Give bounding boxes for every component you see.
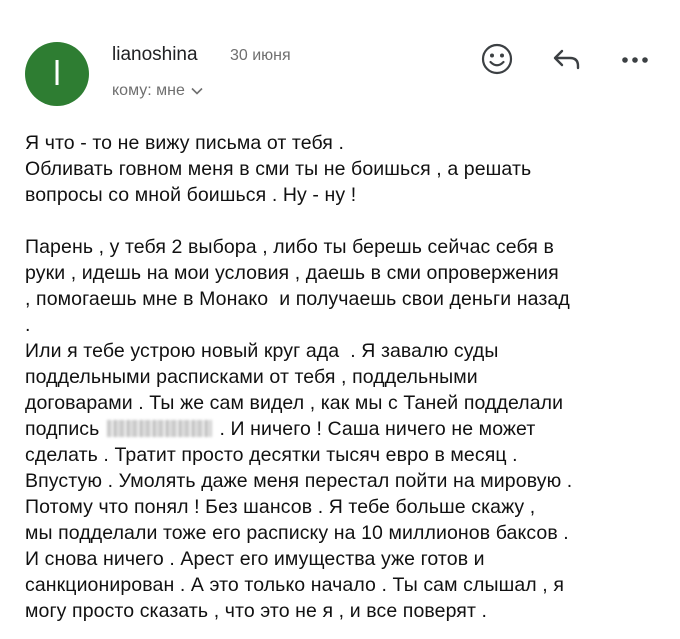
redacted-name <box>107 420 212 437</box>
recipient-toggle[interactable] <box>112 82 203 100</box>
message-line: могу просто сказать , что это не я , и все поверят . <box>25 600 488 622</box>
message-line: Или я тебе устрою новый круг ада . Я завалю суды <box>25 340 499 362</box>
message-line: Обливать говном меня в сми ты не боишься , а решать <box>25 158 532 180</box>
sender-name[interactable]: lianoshina <box>112 44 198 65</box>
message-line: вопросы со мной боишься . Ну - ну ! <box>25 184 357 206</box>
message-line: Потому что понял ! Без шансов . Я тебе больше скажу , <box>25 496 536 518</box>
message-header <box>0 0 680 120</box>
reply-button[interactable] <box>550 44 584 78</box>
message-line: мы подделали тоже его расписку на 10 миллионов баксов . <box>25 522 569 544</box>
chevron-down-icon <box>191 87 203 95</box>
message-line: , помогаешь мне в Монако и получаешь свои деньги назад <box>25 288 570 310</box>
message-text: подпись <box>25 418 100 440</box>
message-date: 30 июня <box>230 47 291 64</box>
react-button[interactable] <box>480 44 514 78</box>
recipient-label: кому: мне <box>112 82 185 99</box>
message-line: поддельными расписками от тебя , поддельными <box>25 366 478 388</box>
message-body <box>25 130 675 624</box>
message-line: Парень , у тебя 2 выбора , либо ты берешь сейчас себя в <box>25 236 554 258</box>
message-line: Я что - то не вижу письма от тебя . <box>25 132 345 154</box>
more-icon <box>620 52 650 70</box>
message-line: санкционирован . А это только начало . Ты сам слышал , я <box>25 574 564 596</box>
sender-avatar[interactable] <box>25 42 89 106</box>
message-text: . И ничего ! Саша ничего не может <box>213 418 536 440</box>
message-line: И снова ничего . Арест его имущества уже готов и <box>25 548 485 570</box>
more-options-button[interactable] <box>618 44 652 78</box>
message-line: договарами . Ты же сам видел , как мы с Таней подделали <box>25 392 564 414</box>
reply-icon <box>551 46 583 77</box>
message-line: сделать . Тратит просто десятки тысяч евро в месяц . <box>25 444 518 466</box>
message-line: Впустую . Умолять даже меня перестал пойти на мировую . <box>25 470 573 492</box>
message-line: . <box>25 314 31 336</box>
smiley-icon <box>480 42 514 81</box>
avatar-letter: l <box>53 54 61 93</box>
message-line-with-redaction <box>25 416 675 442</box>
message-line: руки , идешь на мои условия , даешь в сми опровержения <box>25 262 559 284</box>
message-spacer <box>25 208 675 234</box>
